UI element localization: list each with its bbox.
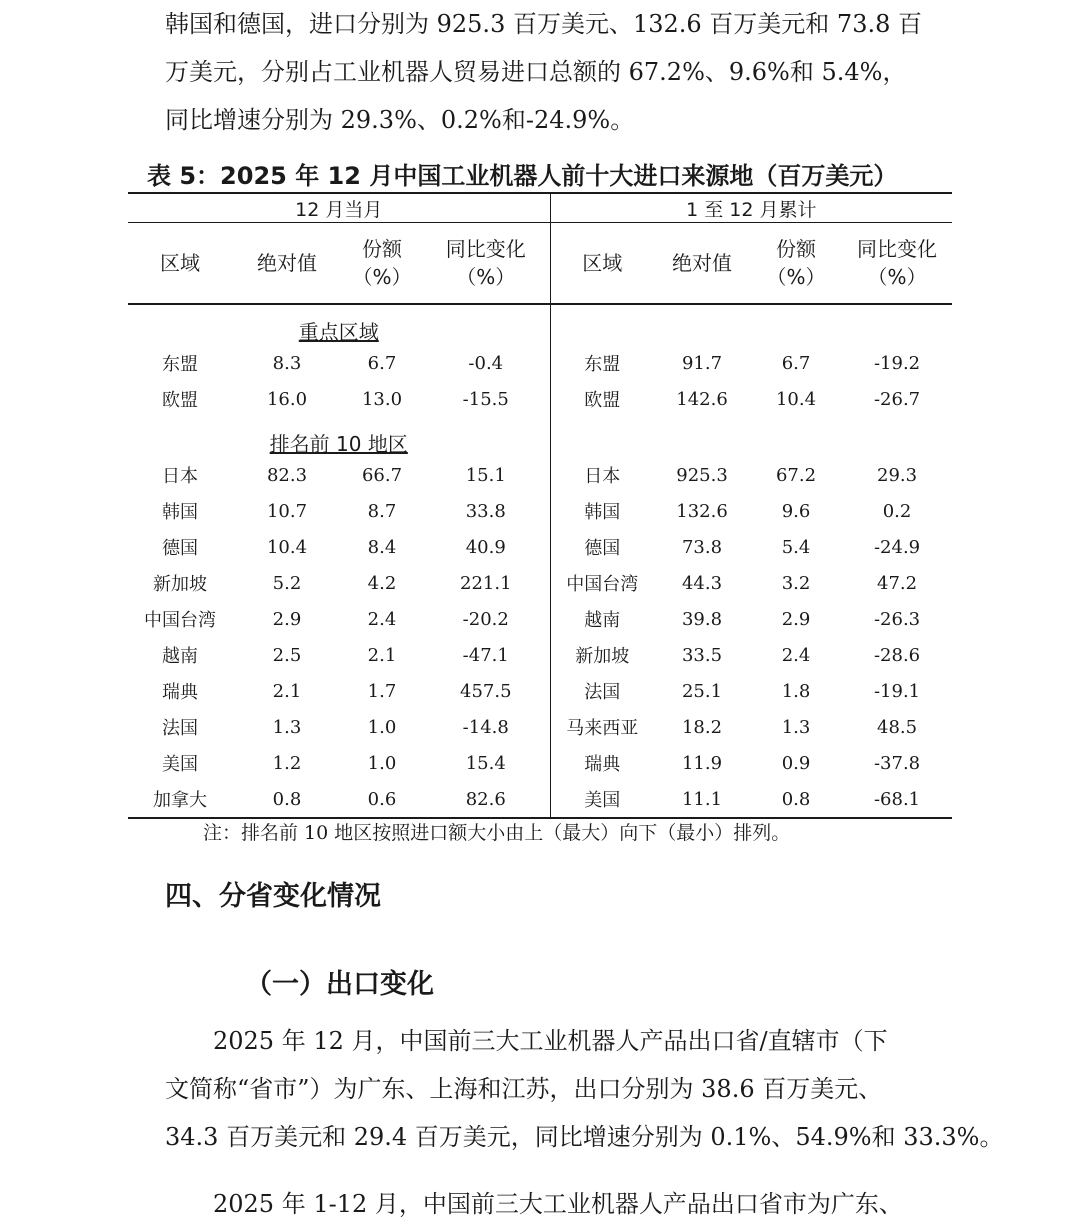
yoy-cell: -24.9: [873, 536, 921, 558]
yoy-cell: -15.5: [462, 388, 509, 410]
share-cell: 6.7: [781, 352, 811, 374]
share-cell: 13.0: [361, 388, 403, 410]
group-header-row: [128, 193, 952, 223]
region-cell: 中国台湾: [550, 565, 654, 601]
yoy-cell: 33.8: [465, 500, 506, 522]
table-row: [128, 381, 952, 417]
share-cell: 8.4: [367, 536, 397, 558]
yoy-cell: 82.6: [422, 781, 550, 818]
paragraph-line: 万美元，分别占工业机器人贸易进口总额的 67.2%、9.6%和 5.4%，: [165, 58, 907, 86]
table-row: [128, 673, 952, 709]
absolute-cell: 925.3: [676, 464, 728, 486]
table-row: [128, 709, 952, 745]
yoy-cell: -28.6: [873, 644, 921, 666]
share-cell: 10.4: [775, 388, 817, 410]
paragraph-line: 同比增速分别为 29.3%、0.2%和-24.9%。: [165, 106, 635, 134]
absolute-cell: 132.6: [676, 500, 728, 522]
table-row: [128, 565, 952, 601]
absolute-cell: 8.3: [272, 352, 302, 374]
absolute-cell: 10.4: [266, 536, 308, 558]
region-cell: 美国: [550, 781, 654, 818]
col-header-yoy: 同比变化 （%）: [842, 223, 952, 305]
absolute-cell: 2.1: [272, 680, 302, 702]
paragraph-line: 韩国和德国，进口分别为 925.3 百万美元、132.6 百万美元和 73.8 百: [165, 10, 922, 38]
region-cell: 新加坡: [153, 574, 207, 595]
absolute-cell: 39.8: [681, 608, 723, 630]
absolute-cell: 2.9: [272, 608, 302, 630]
yoy-cell: -68.1: [842, 781, 952, 818]
section-spacer: [550, 417, 952, 457]
absolute-cell: 11.1: [654, 781, 750, 818]
region-cell: 德国: [550, 529, 654, 565]
region-cell: 马来西亚: [550, 709, 654, 745]
paragraph-line: 文简称“省市”）为广东、上海和江苏，出口分别为 38.6 百万美元、: [165, 1075, 883, 1103]
region-cell: 加拿大: [128, 781, 232, 818]
absolute-cell: 11.9: [681, 752, 723, 774]
share-cell: 0.6: [342, 781, 422, 818]
column-header-row: [128, 223, 952, 305]
yoy-cell: 457.5: [460, 680, 512, 702]
region-cell: 欧盟: [162, 390, 198, 411]
share-cell: 4.2: [367, 572, 397, 594]
share-cell: 1.0: [367, 716, 397, 738]
yoy-cell: 47.2: [877, 572, 918, 594]
table-note: 注：排名前 10 地区按照进口额大小由上（最大）向下（最小）排列。: [203, 822, 791, 844]
region-cell: 法国: [162, 718, 198, 739]
yoy-cell: 29.3: [877, 464, 918, 486]
table-row: [128, 601, 952, 637]
absolute-cell: 44.3: [681, 572, 723, 594]
region-cell: 日本: [550, 457, 654, 493]
table-row: [128, 345, 952, 381]
region-cell: 东盟: [550, 345, 654, 381]
paragraph-line: 2025 年 1-12 月，中国前三大工业机器人产品出口省市为广东、: [213, 1190, 903, 1218]
table-row: [128, 637, 952, 673]
yoy-cell: -37.8: [873, 752, 921, 774]
col-header-region: 区域: [550, 223, 654, 305]
yoy-cell: 0.2: [882, 500, 912, 522]
table-body: [128, 304, 952, 818]
share-cell: 2.4: [367, 608, 397, 630]
col-header-share: 份额 （%）: [750, 223, 842, 305]
table-row: [128, 781, 952, 818]
absolute-cell: 5.2: [272, 572, 302, 594]
absolute-cell: 142.6: [676, 388, 728, 410]
table-row: [128, 457, 952, 493]
absolute-cell: 91.7: [681, 352, 723, 374]
col-header-yoy: 同比变化 （%）: [422, 223, 550, 305]
share-cell: 1.3: [781, 716, 811, 738]
share-cell: 2.9: [781, 608, 811, 630]
region-cell: 韩国: [162, 502, 198, 523]
group-header-cumulative: 1 至 12 月累计: [550, 193, 952, 223]
absolute-cell: 1.2: [272, 752, 302, 774]
section-heading: 四、分省变化情况: [165, 881, 381, 912]
absolute-cell: 82.3: [266, 464, 308, 486]
share-cell: 0.8: [750, 781, 842, 818]
table-row: [128, 745, 952, 781]
section-label: 排名前 10 地区: [269, 432, 408, 456]
table-row: [128, 529, 952, 565]
share-cell: 0.9: [781, 752, 811, 774]
share-cell: 1.8: [781, 680, 811, 702]
region-cell: 韩国: [550, 493, 654, 529]
table-caption: 表 5：2025 年 12 月中国工业机器人前十大进口来源地（百万美元）: [147, 162, 898, 190]
share-cell: 3.2: [781, 572, 811, 594]
share-cell: 2.1: [367, 644, 397, 666]
yoy-cell: -0.4: [468, 352, 504, 374]
section-row: [128, 417, 952, 457]
region-cell: 东盟: [162, 354, 198, 375]
yoy-cell: 15.1: [465, 464, 506, 486]
absolute-cell: 25.1: [681, 680, 723, 702]
yoy-cell: -14.8: [462, 716, 509, 738]
group-header-monthly: 12 月当月: [128, 193, 550, 223]
region-cell: 新加坡: [550, 637, 654, 673]
yoy-cell: -26.7: [873, 388, 921, 410]
share-cell: 66.7: [361, 464, 403, 486]
yoy-cell: -47.1: [462, 644, 509, 666]
export-paragraph-2: [165, 1180, 925, 1228]
sub-heading: （一）出口变化: [245, 969, 434, 1000]
section-spacer: [550, 304, 952, 345]
region-cell: 越南: [550, 601, 654, 637]
region-cell: 越南: [162, 646, 198, 667]
absolute-cell: 18.2: [681, 716, 723, 738]
yoy-cell: -19.2: [873, 352, 921, 374]
share-cell: 1.7: [367, 680, 397, 702]
import-sources-table: [128, 192, 952, 819]
absolute-cell: 1.3: [272, 716, 302, 738]
section-label: 重点区域: [298, 320, 379, 344]
region-cell: 德国: [162, 538, 198, 559]
yoy-cell: -20.2: [462, 608, 509, 630]
yoy-cell: 221.1: [460, 572, 512, 594]
absolute-cell: 10.7: [266, 500, 308, 522]
region-cell: 中国台湾: [144, 610, 216, 631]
share-cell: 5.4: [781, 536, 811, 558]
region-cell: 日本: [162, 466, 198, 487]
paragraph-line: 34.3 百万美元和 29.4 百万美元，同比增速分别为 0.1%、54.9%和 33.3%。: [165, 1123, 1004, 1151]
share-cell: 1.0: [367, 752, 397, 774]
region-cell: 瑞典: [550, 745, 654, 781]
yoy-cell: 15.4: [465, 752, 506, 774]
yoy-cell: -26.3: [873, 608, 921, 630]
table-row: [128, 493, 952, 529]
col-header-absolute: 绝对值: [232, 223, 342, 305]
share-cell: 67.2: [775, 464, 817, 486]
share-cell: 6.7: [367, 352, 397, 374]
section-row: [128, 304, 952, 345]
share-cell: 8.7: [367, 500, 397, 522]
region-cell: 法国: [550, 673, 654, 709]
paragraph-line: 2025 年 12 月，中国前三大工业机器人产品出口省/直辖市（下: [213, 1027, 888, 1055]
intro-paragraph: [165, 0, 925, 144]
absolute-cell: 2.5: [272, 644, 302, 666]
export-paragraph-1: [165, 1017, 1004, 1161]
share-cell: 2.4: [781, 644, 811, 666]
absolute-cell: 16.0: [266, 388, 308, 410]
absolute-cell: 33.5: [681, 644, 723, 666]
absolute-cell: 0.8: [232, 781, 342, 818]
yoy-cell: 48.5: [877, 716, 918, 738]
col-header-absolute: 绝对值: [654, 223, 750, 305]
col-header-share: 份额 （%）: [342, 223, 422, 305]
yoy-cell: -19.1: [873, 680, 921, 702]
yoy-cell: 40.9: [465, 536, 506, 558]
col-header-region: 区域: [128, 223, 232, 305]
absolute-cell: 73.8: [681, 536, 723, 558]
region-cell: 瑞典: [162, 682, 198, 703]
region-cell: 美国: [162, 754, 198, 775]
region-cell: 欧盟: [550, 381, 654, 417]
share-cell: 9.6: [781, 500, 811, 522]
